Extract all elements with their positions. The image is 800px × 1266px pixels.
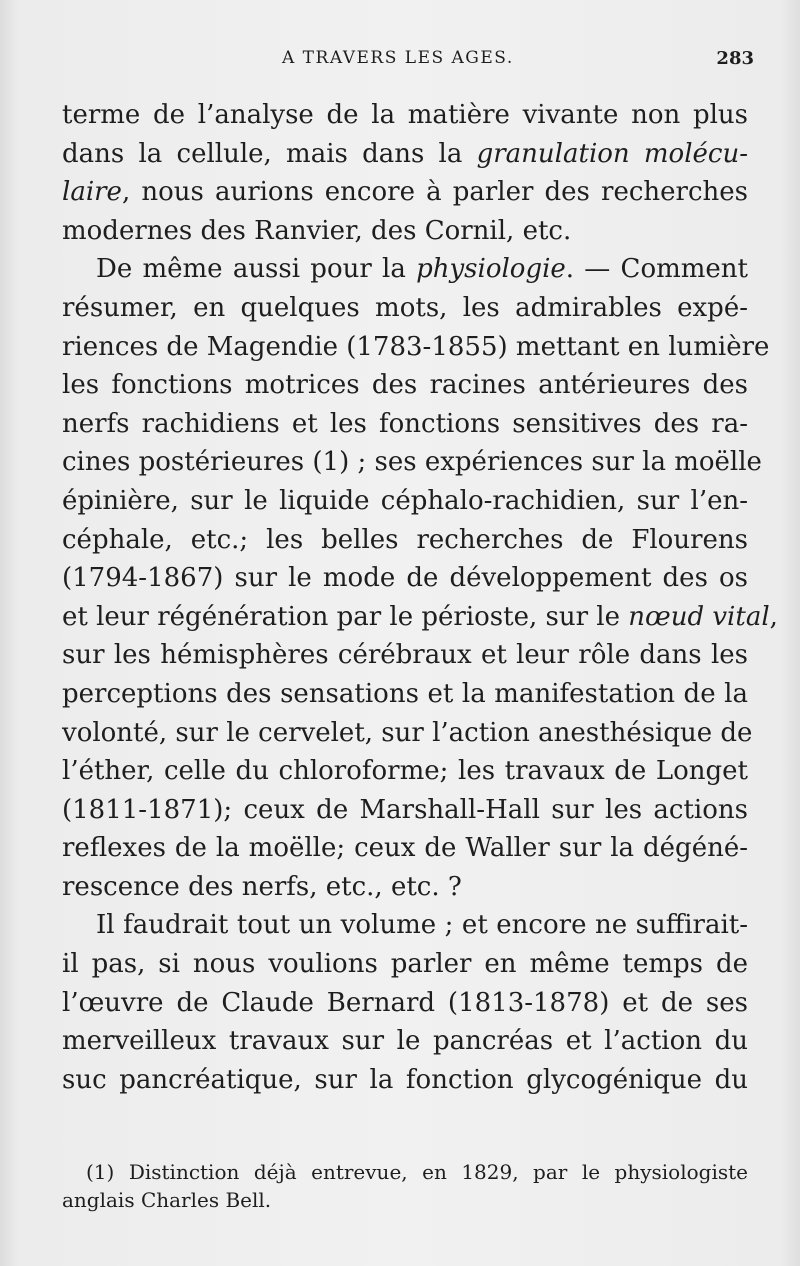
text-line: terme de l’analyse de la matière vivante non plus xyxy=(62,100,748,130)
body-text xyxy=(62,96,778,1099)
page-header xyxy=(62,44,754,74)
page-number: 283 xyxy=(716,48,754,69)
footnote-line: (1) Distinction déjà entrevue, en 1829, par le physiologiste xyxy=(86,1160,748,1184)
running-title: A TRAVERS LES AGES. xyxy=(282,48,514,68)
text-line: sur les hémisphères cérébraux et leur rôle dans les xyxy=(62,640,748,671)
text-line: épinière, sur le liquide céphalo-rachidien, sur l’en- xyxy=(62,485,748,516)
text-line: riences de Magendie (1783-1855) mettant en lumière xyxy=(62,331,770,362)
text-line: et leur régénération par le périoste, sur le nœud vital, xyxy=(62,601,778,632)
text-line: modernes des Ranvier, des Cornil, etc. xyxy=(62,215,572,246)
text-line: volonté, sur le cervelet, sur l’action anesthésique de xyxy=(62,717,753,748)
text-line: suc pancréatique, sur la fonction glycogénique du xyxy=(62,1064,748,1095)
text-line: De même aussi pour la physiologie. — Comment xyxy=(96,254,748,285)
footnote xyxy=(62,1158,748,1214)
text-line: nerfs rachidiens et les fonctions sensitives des ra- xyxy=(62,408,748,439)
text-line: dans la cellule, mais dans la granulation molécu- xyxy=(62,138,748,169)
footnote-line: anglais Charles Bell. xyxy=(62,1188,272,1212)
text-line: merveilleux travaux sur le pancréas et l’action du xyxy=(62,1026,748,1057)
text-line: céphale, etc.; les belles recherches de Flourens xyxy=(62,524,748,555)
text-line: l’œuvre de Claude Bernard (1813-1878) et de ses xyxy=(62,987,748,1018)
text-line: il pas, si nous voulions parler en même temps de xyxy=(62,949,748,980)
text-line: cines postérieures (1) ; ses expériences sur la moëlle xyxy=(62,447,762,478)
text-line: rescence des nerfs, etc., etc. ? xyxy=(62,871,462,902)
text-line: Il faudrait tout un volume ; et encore ne suffirait- xyxy=(96,910,748,941)
text-line: résumer, en quelques mots, les admirables expé- xyxy=(62,292,748,323)
text-line: reflexes de la moëlle; ceux de Waller sur la dégéné- xyxy=(62,833,748,864)
text-line: laire, nous aurions encore à parler des recherches xyxy=(62,177,748,208)
text-line: (1794-1867) sur le mode de développement des os xyxy=(62,563,748,594)
text-line: l’éther, celle du chloroforme; les travaux de Longet xyxy=(62,756,748,787)
text-line: perceptions des sensations et la manifestation de la xyxy=(62,678,748,709)
text-line: (1811-1871); ceux de Marshall-Hall sur les actions xyxy=(62,794,748,825)
text-line: les fonctions motrices des racines antérieures des xyxy=(62,370,748,401)
